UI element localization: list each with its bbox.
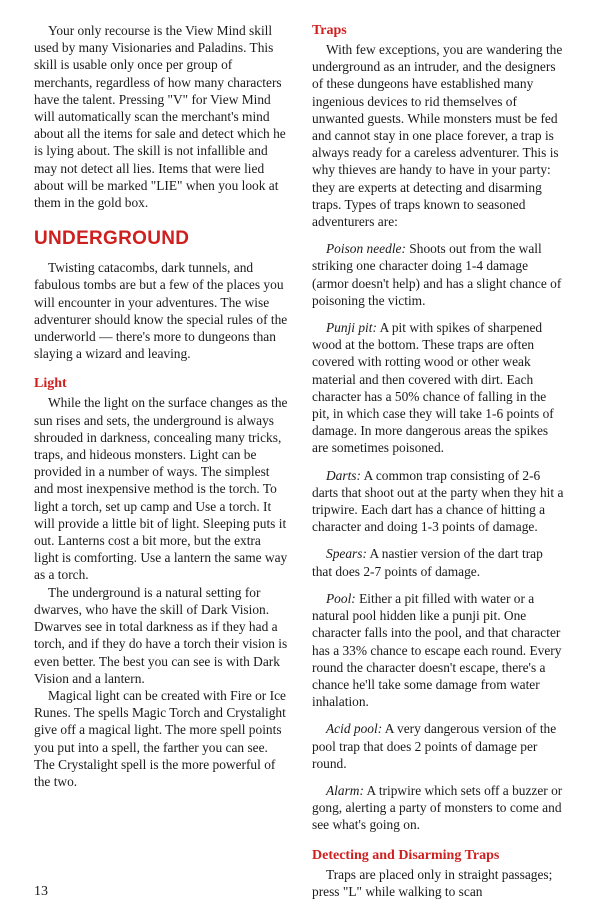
trap-item-pool <box>312 590 566 710</box>
left-column <box>34 22 288 790</box>
trap-description: A nastier version of the dart trap that does 2-7 points of damage. <box>312 546 543 579</box>
trap-description: A common trap consisting of 2-6 darts that shoot out at the party when they hit a tripwire. Each dart has a chance of hitting a character and doing 1-3 points of damage. <box>312 467 564 535</box>
trap-item-spears <box>312 545 566 579</box>
trap-name: Darts: <box>326 467 361 483</box>
light-paragraph-3: Magical light can be created with Fire or Ice Runes. The spells Magic Torch and Crystalight give off a magical light. The more spell points you put into a spell, the farther you can see. The Crystalight spell is the more powerful of the two. <box>34 687 286 789</box>
trap-item-darts <box>312 467 566 536</box>
detecting-heading: Detecting and Disarming Traps <box>312 847 500 863</box>
trap-item-acid-pool <box>312 720 566 772</box>
trap-description: A pit with spikes of sharpened wood at the bottom. These traps are often covered with rotting wood or other weak material and then covered with dirt. Each character has a 50% chance of falling in the pit, in which case they will take 1-6 points of damage. In more dangerous areas the spikes are sometimes poisoned. <box>312 320 554 456</box>
traps-heading: Traps <box>312 23 347 38</box>
light-paragraph-2: The underground is a natural setting for dwarves, who have the skill of Dark Vision. Dwarves see in total darkness as if they had a torch, and if they do have a torch their vision is even better. The best you can see is with Dark Vision and a lantern. <box>34 584 288 686</box>
trap-description: Shoots out from the wall striking one character doing 1-4 damage (armor doesn't help) and has a slight chance of poisoning the victim. <box>312 241 562 308</box>
underground-paragraph: Twisting catacombs, dark tunnels, and fabulous tombs are but a few of the places you will encounter in your adventures. The wise adventurer should know the special rules of the underworld — there's more to dungeons than slaying a wizard and leaving. <box>34 260 288 362</box>
trap-name: Acid pool: <box>326 721 383 737</box>
detecting-paragraph: Traps are placed only in straight passages; press "L" while walking to scan <box>312 866 553 899</box>
trap-item-poison-needle <box>312 240 566 309</box>
right-column <box>312 22 566 900</box>
underground-heading: UNDERGROUND <box>34 228 190 250</box>
page-number: 13 <box>34 884 48 899</box>
traps-intro-paragraph: With few exceptions, you are wandering the underground as an intruder, and the designers of these dungeons have established many ingenious devices to rid themselves of unwanted guests. While monsters must be fed and cannot stay in one place forever, a trap is always ready for a careless adventurer. This is why thieves are handy to have in your party: they are experts at detecting and disarming traps. Types of traps known to seasoned adventurers are: <box>312 42 563 230</box>
trap-item-punji-pit <box>312 319 566 457</box>
trap-name: Alarm: <box>326 782 364 798</box>
trap-name: Spears: <box>326 546 367 562</box>
trap-name: Pool: <box>326 590 356 606</box>
light-heading: Light <box>34 376 67 392</box>
light-paragraph-1: While the light on the surface changes as the sun rises and sets, the underground is always shrouded in darkness, concealing many tricks, traps, and hideous monsters. Light can be provided in a number of ways. The simplest and most inexpensive method is the torch. To light a torch, set up camp and Use a torch. It will provide a little bit of light. Sleeping puts it out. Lanterns cost a bit more, but the extra light is comforting. Use a lantern the same way as a torch. <box>34 395 288 583</box>
trap-description: A very dangerous version of the pool trap that does 2 points of damage per round. <box>312 721 557 771</box>
trap-description: Either a pit filled with water or a natural pool hidden like a punji pit. One character falls into the pool, and that character has a 33% chance to escape each round. Every round the character doesn't escape, there's a chance he'll take some damage from water inhalation. <box>312 590 562 710</box>
trap-name: Punji pit: <box>326 320 377 336</box>
trap-description: A tripwire which sets off a buzzer or gong, alerting a party of monsters to come and see what's going on. <box>312 782 563 833</box>
trap-name: Poison needle: <box>326 241 406 257</box>
trap-item-alarm <box>312 782 566 834</box>
view-mind-paragraph: Your only recourse is the View Mind skill used by many Visionaries and Paladins. This skill is usable only once per group of merchants, regardless of how many characters have the talent. Pressing "V" for View Mind will automatically scan the merchant's mind about all the items for sale and detect which he is lying about. The skill is not infallible and may not detect all lies. Items that were lied about will be marked "LIE" when you look at them in the gold box. <box>34 23 286 211</box>
